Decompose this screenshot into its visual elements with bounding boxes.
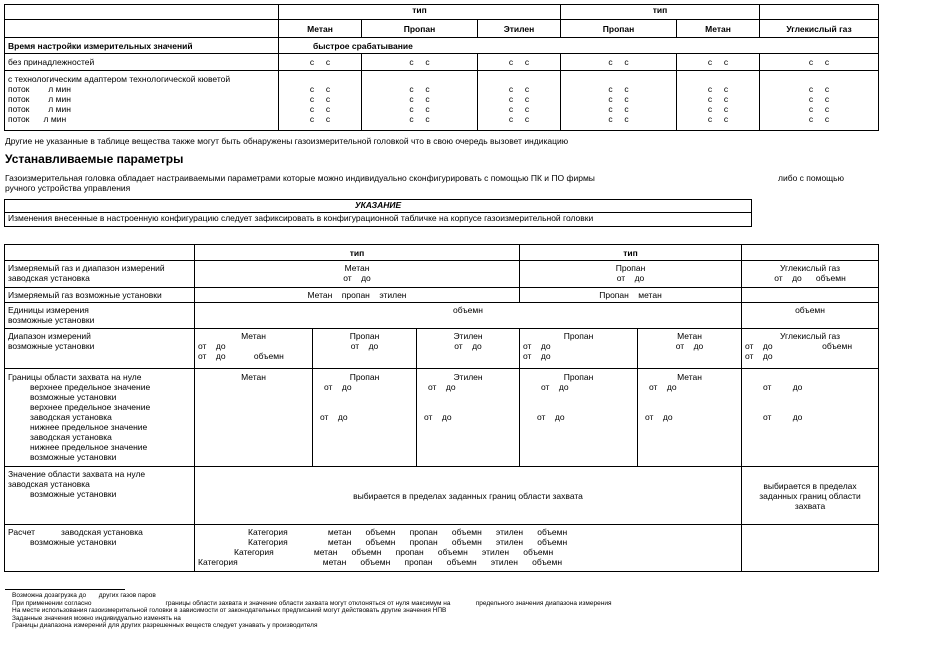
table-cell: c c — [677, 54, 760, 71]
capture-value-12: выбирается в пределах заданных границ области захвата — [195, 467, 742, 525]
capture-limits-co2: от до от до — [742, 369, 879, 467]
measured-gas-default-3: Углекислый газ от до объемн — [742, 261, 879, 288]
row-label-capture-value: Значение области захвата на нуле заводская установка возможные установки — [5, 467, 195, 525]
table-cell: c c c c c c c c — [760, 71, 879, 131]
notice-text: Изменения внесенные в настроенную конфигурацию следует зафиксировать в конфигурационной табличке на корпусе газоизмерительной головки — [5, 213, 752, 227]
table-cell: c c — [362, 54, 478, 71]
footnote: Возможна дозагрузка до других газов паров — [12, 592, 156, 599]
row-label-with-adapter — [5, 71, 279, 131]
units-value-3: объемн — [742, 303, 879, 329]
flow-row-label: поток л мин — [8, 94, 71, 104]
calculation-empty — [742, 525, 879, 572]
intro-text-line-right: либо с помощью — [778, 173, 844, 183]
capture-limits-methane-2: Метан от до от до — [638, 369, 742, 467]
range-options-methane-2: Метан от до — [638, 329, 742, 369]
column-header: Метан — [677, 20, 760, 38]
column-header: Пропан — [561, 20, 677, 38]
column-header: Этилен — [478, 20, 561, 38]
measured-gas-default-1: Метан от до — [195, 261, 520, 288]
footnote: Заданные значения можно индивидуально изменять на — [12, 614, 181, 622]
flow-row-label: поток л мин — [8, 114, 67, 124]
response-time-value: быстрое срабатывание — [279, 38, 879, 54]
notice-title: УКАЗАНИЕ — [5, 200, 752, 213]
column-header: Метан — [279, 20, 362, 38]
capture-value-3: выбирается в пределах заданных границ области захвата — [742, 467, 879, 525]
section-title: Устанавливаемые параметры — [5, 152, 184, 166]
intro-text-line: ручного устройства управления — [5, 183, 131, 193]
other-substances-note: Другие не указанные в таблице вещества также могут быть обнаружены газоизмерительной головкой что в свою очередь вызовет индикацию — [5, 136, 569, 146]
footnotes — [12, 592, 912, 630]
blank-header-cell — [760, 5, 879, 20]
row-label-units: Единицы измерения возможные установки — [5, 303, 195, 329]
intro-text-line: Газоизмерительная головка обладает настраиваемыми параметрами которые можно индивидуально сконфигурировать с помощью ПК и ПО фирмы — [5, 173, 595, 183]
type-group-header-2: тип — [520, 245, 742, 261]
footnote: Границы диапазона измерений для других разрешенных веществ следует узнавать у производителя — [12, 622, 318, 629]
capture-limits-methane: Метан — [195, 369, 313, 467]
table-cell: c c c c c c c c — [561, 71, 677, 131]
column-header: Пропан — [362, 20, 478, 38]
notice-box — [4, 199, 752, 227]
capture-limits-propane-2: Пропан от до от до — [520, 369, 638, 467]
table-cell: c c — [760, 54, 879, 71]
type-group-header-2: тип — [561, 5, 760, 20]
row-label-capture-limits: Границы области захвата на нуле верхнее предельное значение возможные установки верхнее предельное значение заводская установка нижнее предельное значение заводская установка нижнее предельное значение возможные установки — [5, 369, 195, 467]
table-cell: c c c c c c c c — [279, 71, 362, 131]
units-value-12: объемн — [195, 303, 742, 329]
range-options-ethylene: Этилен от до — [417, 329, 520, 369]
range-options-co2: Углекислый газ от до объемн от до — [742, 329, 879, 369]
table-cell: c c — [478, 54, 561, 71]
flow-row-label: поток л мин — [8, 104, 71, 114]
flow-row-label: поток л мин — [8, 84, 71, 94]
capture-limits-ethylene: Этилен от до от до — [417, 369, 520, 467]
capture-limits-propane: Пропан от до от до — [313, 369, 417, 467]
table-cell: c c c c c c c c — [362, 71, 478, 131]
configurable-parameters-table — [4, 244, 879, 572]
column-header: Углекислый газ — [760, 20, 879, 38]
footnote-divider — [5, 589, 125, 590]
type-group-header-1: тип — [195, 245, 520, 261]
row-label-measured-gas: Измеряемый газ и диапазон измерений заводская установка — [5, 261, 195, 288]
gas-options-1: Метан пропан этилен — [195, 288, 520, 303]
sensor-response-table — [4, 4, 879, 131]
gas-options-2: Пропан метан — [520, 288, 742, 303]
range-options-methane: Метан от до от до объемн — [195, 329, 313, 369]
blank-header-cell — [742, 245, 879, 261]
table-cell: c c c c c c c c — [677, 71, 760, 131]
row-label-no-accessories: без принадлежностей — [5, 54, 279, 71]
blank-header-cell — [5, 245, 195, 261]
gas-options-3 — [742, 288, 879, 303]
row-label-calculation: Расчет заводская установка возможные установки — [5, 525, 195, 572]
measured-gas-default-2: Пропан от до — [520, 261, 742, 288]
row-label-range: Диапазон измерений возможные установки — [5, 329, 195, 369]
row-label-gas-options: Измеряемый газ возможные установки — [5, 288, 195, 303]
table-cell: c c — [561, 54, 677, 71]
blank-header-cell — [5, 5, 279, 20]
footnote: На месте использования газоизмерительной головки в зависимости от законодательных предписаний могут действовать другие значения НПВ — [12, 607, 447, 614]
row-label-response-time: Время настройки измерительных значений — [5, 38, 279, 54]
range-options-propane-2: Пропан от до от до — [520, 329, 638, 369]
table-cell: c c c c c c c c — [478, 71, 561, 131]
range-options-propane: Пропан от до — [313, 329, 417, 369]
footnote: При применении согласно границы области захвата и значение области захвата могут отклоняться от нуля максимум на предельного значения диапазона измерения — [12, 599, 612, 607]
type-group-header-1: тип — [279, 5, 561, 20]
row-label-line: с технологическим адаптером технологической кюветой — [8, 74, 231, 84]
blank-header-cell — [5, 20, 279, 38]
calculation-categories: Категория метан объемн пропан объемн этилен объемн Категория метан объемн пропан объемн этилен объемн Категория метан объемн пропан объемн этилен объемн Категория метан объемн пропан объемн этилен объемн — [195, 525, 742, 572]
table-cell: c c — [279, 54, 362, 71]
